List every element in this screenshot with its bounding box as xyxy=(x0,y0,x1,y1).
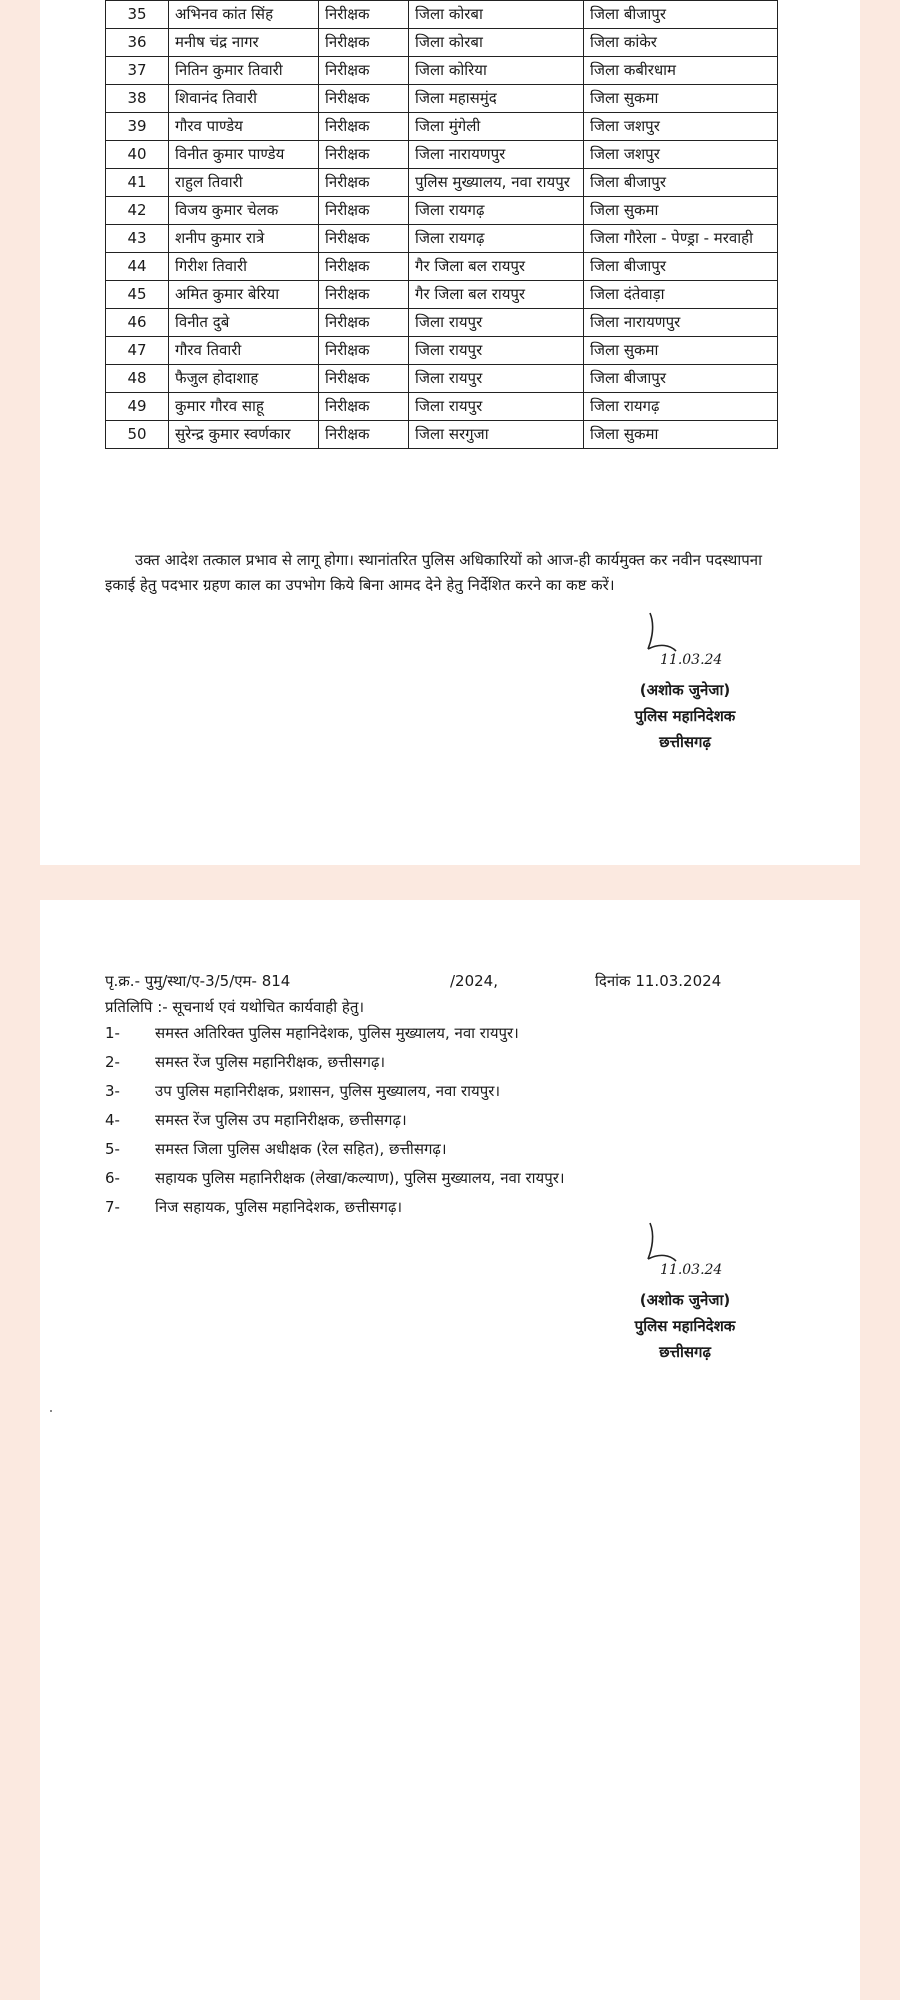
name-cell: अभिनव कांत सिंह xyxy=(169,1,319,29)
serial-cell: 42 xyxy=(106,197,169,225)
to-cell: जिला दंतेवाड़ा xyxy=(584,281,778,309)
name-cell: सुरेन्द्र कुमार स्वर्णकार xyxy=(169,421,319,449)
from-cell: जिला रायपुर xyxy=(409,393,584,421)
name-cell: गौरव तिवारी xyxy=(169,337,319,365)
serial-cell: 35 xyxy=(106,1,169,29)
from-cell: जिला रायगढ़ xyxy=(409,225,584,253)
recipient-text: निज सहायक, पुलिस महानिदेशक, छत्तीसगढ़। xyxy=(155,1198,403,1216)
scan-speck xyxy=(50,1410,52,1412)
recipient-text: सहायक पुलिस महानिरीक्षक (लेखा/कल्याण), पुलिस मुख्यालय, नवा रायपुर। xyxy=(155,1169,565,1187)
name-cell: अमित कुमार बेरिया xyxy=(169,281,319,309)
from-cell: जिला नारायणपुर xyxy=(409,141,584,169)
list-item xyxy=(105,1138,565,1167)
to-cell: जिला जशपुर xyxy=(584,141,778,169)
table-row xyxy=(106,197,778,225)
from-cell: जिला सरगुजा xyxy=(409,421,584,449)
reference-number: पृ.क्र.- पुमु/स्था/ए-3/5/एम- 814 xyxy=(105,972,291,990)
endorsement-date: दिनांक 11.03.2024 xyxy=(595,972,722,990)
to-cell: जिला सुकमा xyxy=(584,337,778,365)
rank-cell: निरीक्षक xyxy=(319,365,409,393)
serial-cell: 48 xyxy=(106,365,169,393)
rank-cell: निरीक्षक xyxy=(319,225,409,253)
to-cell: जिला कबीरधाम xyxy=(584,57,778,85)
serial-cell: 37 xyxy=(106,57,169,85)
serial-cell: 50 xyxy=(106,421,169,449)
recipient-number: 3- xyxy=(105,1082,120,1100)
serial-cell: 41 xyxy=(106,169,169,197)
rank-cell: निरीक्षक xyxy=(319,281,409,309)
list-item xyxy=(105,1109,565,1138)
order-paragraph: उक्त आदेश तत्काल प्रभाव से लागू होगा। स्थानांतरित पुलिस अधिकारियों को आज-ही कार्यमुक्त कर नवीन पदस्थापना इकाई हेतु पदभार ग्रहण काल का उपभोग किये बिना आमद देने हेतु निर्देशित करने का कष्ट करें। xyxy=(105,551,762,594)
from-cell: पुलिस मुख्यालय, नवा रायपुर xyxy=(409,169,584,197)
serial-cell: 40 xyxy=(106,141,169,169)
to-cell: जिला रायगढ़ xyxy=(584,393,778,421)
rank-cell: निरीक्षक xyxy=(319,113,409,141)
recipient-number: 2- xyxy=(105,1053,120,1071)
handwritten-signature: 11.03.24 xyxy=(580,605,790,677)
recipient-list xyxy=(105,1022,565,1225)
serial-cell: 49 xyxy=(106,393,169,421)
table-row xyxy=(106,281,778,309)
serial-cell: 46 xyxy=(106,309,169,337)
rank-cell: निरीक्षक xyxy=(319,309,409,337)
name-cell: शनीप कुमार रात्रे xyxy=(169,225,319,253)
from-cell: जिला महासमुंद xyxy=(409,85,584,113)
from-cell: जिला रायपुर xyxy=(409,337,584,365)
transfer-table xyxy=(105,0,778,449)
transfer-table-body xyxy=(106,1,778,449)
signatory-state-2: छत्तीसगढ़ xyxy=(659,1343,711,1361)
from-cell: जिला कोरबा xyxy=(409,1,584,29)
from-cell: जिला रायगढ़ xyxy=(409,197,584,225)
from-cell: जिला कोरिया xyxy=(409,57,584,85)
signatory-name-2: (अशोक जुनेजा) xyxy=(639,1291,731,1309)
signatory-name: (अशोक जुनेजा) xyxy=(639,681,731,699)
serial-cell: 38 xyxy=(106,85,169,113)
serial-cell: 39 xyxy=(106,113,169,141)
recipient-text: उप पुलिस महानिरीक्षक, प्रशासन, पुलिस मुख्यालय, नवा रायपुर। xyxy=(155,1082,501,1100)
name-cell: शिवानंद तिवारी xyxy=(169,85,319,113)
list-item xyxy=(105,1051,565,1080)
to-cell: जिला सुकमा xyxy=(584,85,778,113)
to-cell: जिला कांकेर xyxy=(584,29,778,57)
serial-cell: 44 xyxy=(106,253,169,281)
table-row xyxy=(106,337,778,365)
to-cell: जिला बीजापुर xyxy=(584,365,778,393)
table-row xyxy=(106,365,778,393)
rank-cell: निरीक्षक xyxy=(319,29,409,57)
from-cell: जिला रायपुर xyxy=(409,365,584,393)
name-cell: कुमार गौरव साहू xyxy=(169,393,319,421)
to-cell: जिला बीजापुर xyxy=(584,253,778,281)
signatory-state: छत्तीसगढ़ xyxy=(659,733,711,751)
from-cell: गैर जिला बल रायपुर xyxy=(409,281,584,309)
table-row xyxy=(106,421,778,449)
signatory-designation: पुलिस महानिदेशक xyxy=(634,707,736,725)
to-cell: जिला सुकमा xyxy=(584,421,778,449)
table-row xyxy=(106,253,778,281)
table-row xyxy=(106,393,778,421)
recipient-number: 1- xyxy=(105,1024,120,1042)
table-row xyxy=(106,1,778,29)
rank-cell: निरीक्षक xyxy=(319,169,409,197)
name-cell: विजय कुमार चेलक xyxy=(169,197,319,225)
to-cell: जिला सुकमा xyxy=(584,197,778,225)
table-row xyxy=(106,169,778,197)
signature-block xyxy=(580,605,790,755)
signature-block-2 xyxy=(580,1215,790,1365)
name-cell: गौरव पाण्डेय xyxy=(169,113,319,141)
rank-cell: निरीक्षक xyxy=(319,1,409,29)
rank-cell: निरीक्षक xyxy=(319,393,409,421)
name-cell: विनीत दुबे xyxy=(169,309,319,337)
recipient-number: 6- xyxy=(105,1169,120,1187)
recipient-number: 7- xyxy=(105,1198,120,1216)
list-item xyxy=(105,1196,565,1225)
recipient-number: 4- xyxy=(105,1111,120,1129)
serial-cell: 45 xyxy=(106,281,169,309)
from-cell: जिला रायपुर xyxy=(409,309,584,337)
table-row xyxy=(106,225,778,253)
name-cell: गिरीश तिवारी xyxy=(169,253,319,281)
name-cell: नितिन कुमार तिवारी xyxy=(169,57,319,85)
table-row xyxy=(106,57,778,85)
signatory-designation-2: पुलिस महानिदेशक xyxy=(634,1317,736,1335)
table-row xyxy=(106,29,778,57)
rank-cell: निरीक्षक xyxy=(319,197,409,225)
copy-heading: प्रतिलिपि :- सूचनार्थ एवं यथोचित कार्यवाही हेतु। xyxy=(105,998,365,1016)
recipient-text: समस्त रेंज पुलिस महानिरीक्षक, छत्तीसगढ़। xyxy=(155,1053,386,1071)
from-cell: जिला मुंगेली xyxy=(409,113,584,141)
from-cell: जिला कोरबा xyxy=(409,29,584,57)
to-cell: जिला बीजापुर xyxy=(584,169,778,197)
table-row xyxy=(106,309,778,337)
reference-year: /2024, xyxy=(450,972,498,990)
recipient-text: समस्त अतिरिक्त पुलिस महानिदेशक, पुलिस मुख्यालय, नवा रायपुर। xyxy=(155,1024,519,1042)
handwritten-signature-2: 11.03.24 xyxy=(580,1215,790,1287)
rank-cell: निरीक्षक xyxy=(319,57,409,85)
list-item xyxy=(105,1167,565,1196)
list-item xyxy=(105,1080,565,1109)
table-row xyxy=(106,85,778,113)
from-cell: गैर जिला बल रायपुर xyxy=(409,253,584,281)
to-cell: जिला जशपुर xyxy=(584,113,778,141)
name-cell: मनीष चंद्र नागर xyxy=(169,29,319,57)
recipient-number: 5- xyxy=(105,1140,120,1158)
table-row xyxy=(106,113,778,141)
serial-cell: 43 xyxy=(106,225,169,253)
to-cell: जिला बीजापुर xyxy=(584,1,778,29)
name-cell: राहुल तिवारी xyxy=(169,169,319,197)
recipient-text: समस्त रेंज पुलिस उप महानिरीक्षक, छत्तीसगढ़। xyxy=(155,1111,407,1129)
to-cell: जिला गौरेला - पेण्ड्रा - मरवाही xyxy=(584,225,778,253)
rank-cell: निरीक्षक xyxy=(319,253,409,281)
serial-cell: 47 xyxy=(106,337,169,365)
rank-cell: निरीक्षक xyxy=(319,85,409,113)
rank-cell: निरीक्षक xyxy=(319,141,409,169)
serial-cell: 36 xyxy=(106,29,169,57)
rank-cell: निरीक्षक xyxy=(319,337,409,365)
to-cell: जिला नारायणपुर xyxy=(584,309,778,337)
recipient-text: समस्त जिला पुलिस अधीक्षक (रेल सहित), छत्तीसगढ़। xyxy=(155,1140,447,1158)
list-item xyxy=(105,1022,565,1051)
table-row xyxy=(106,141,778,169)
name-cell: विनीत कुमार पाण्डेय xyxy=(169,141,319,169)
rank-cell: निरीक्षक xyxy=(319,421,409,449)
name-cell: फैजुल होदाशाह xyxy=(169,365,319,393)
